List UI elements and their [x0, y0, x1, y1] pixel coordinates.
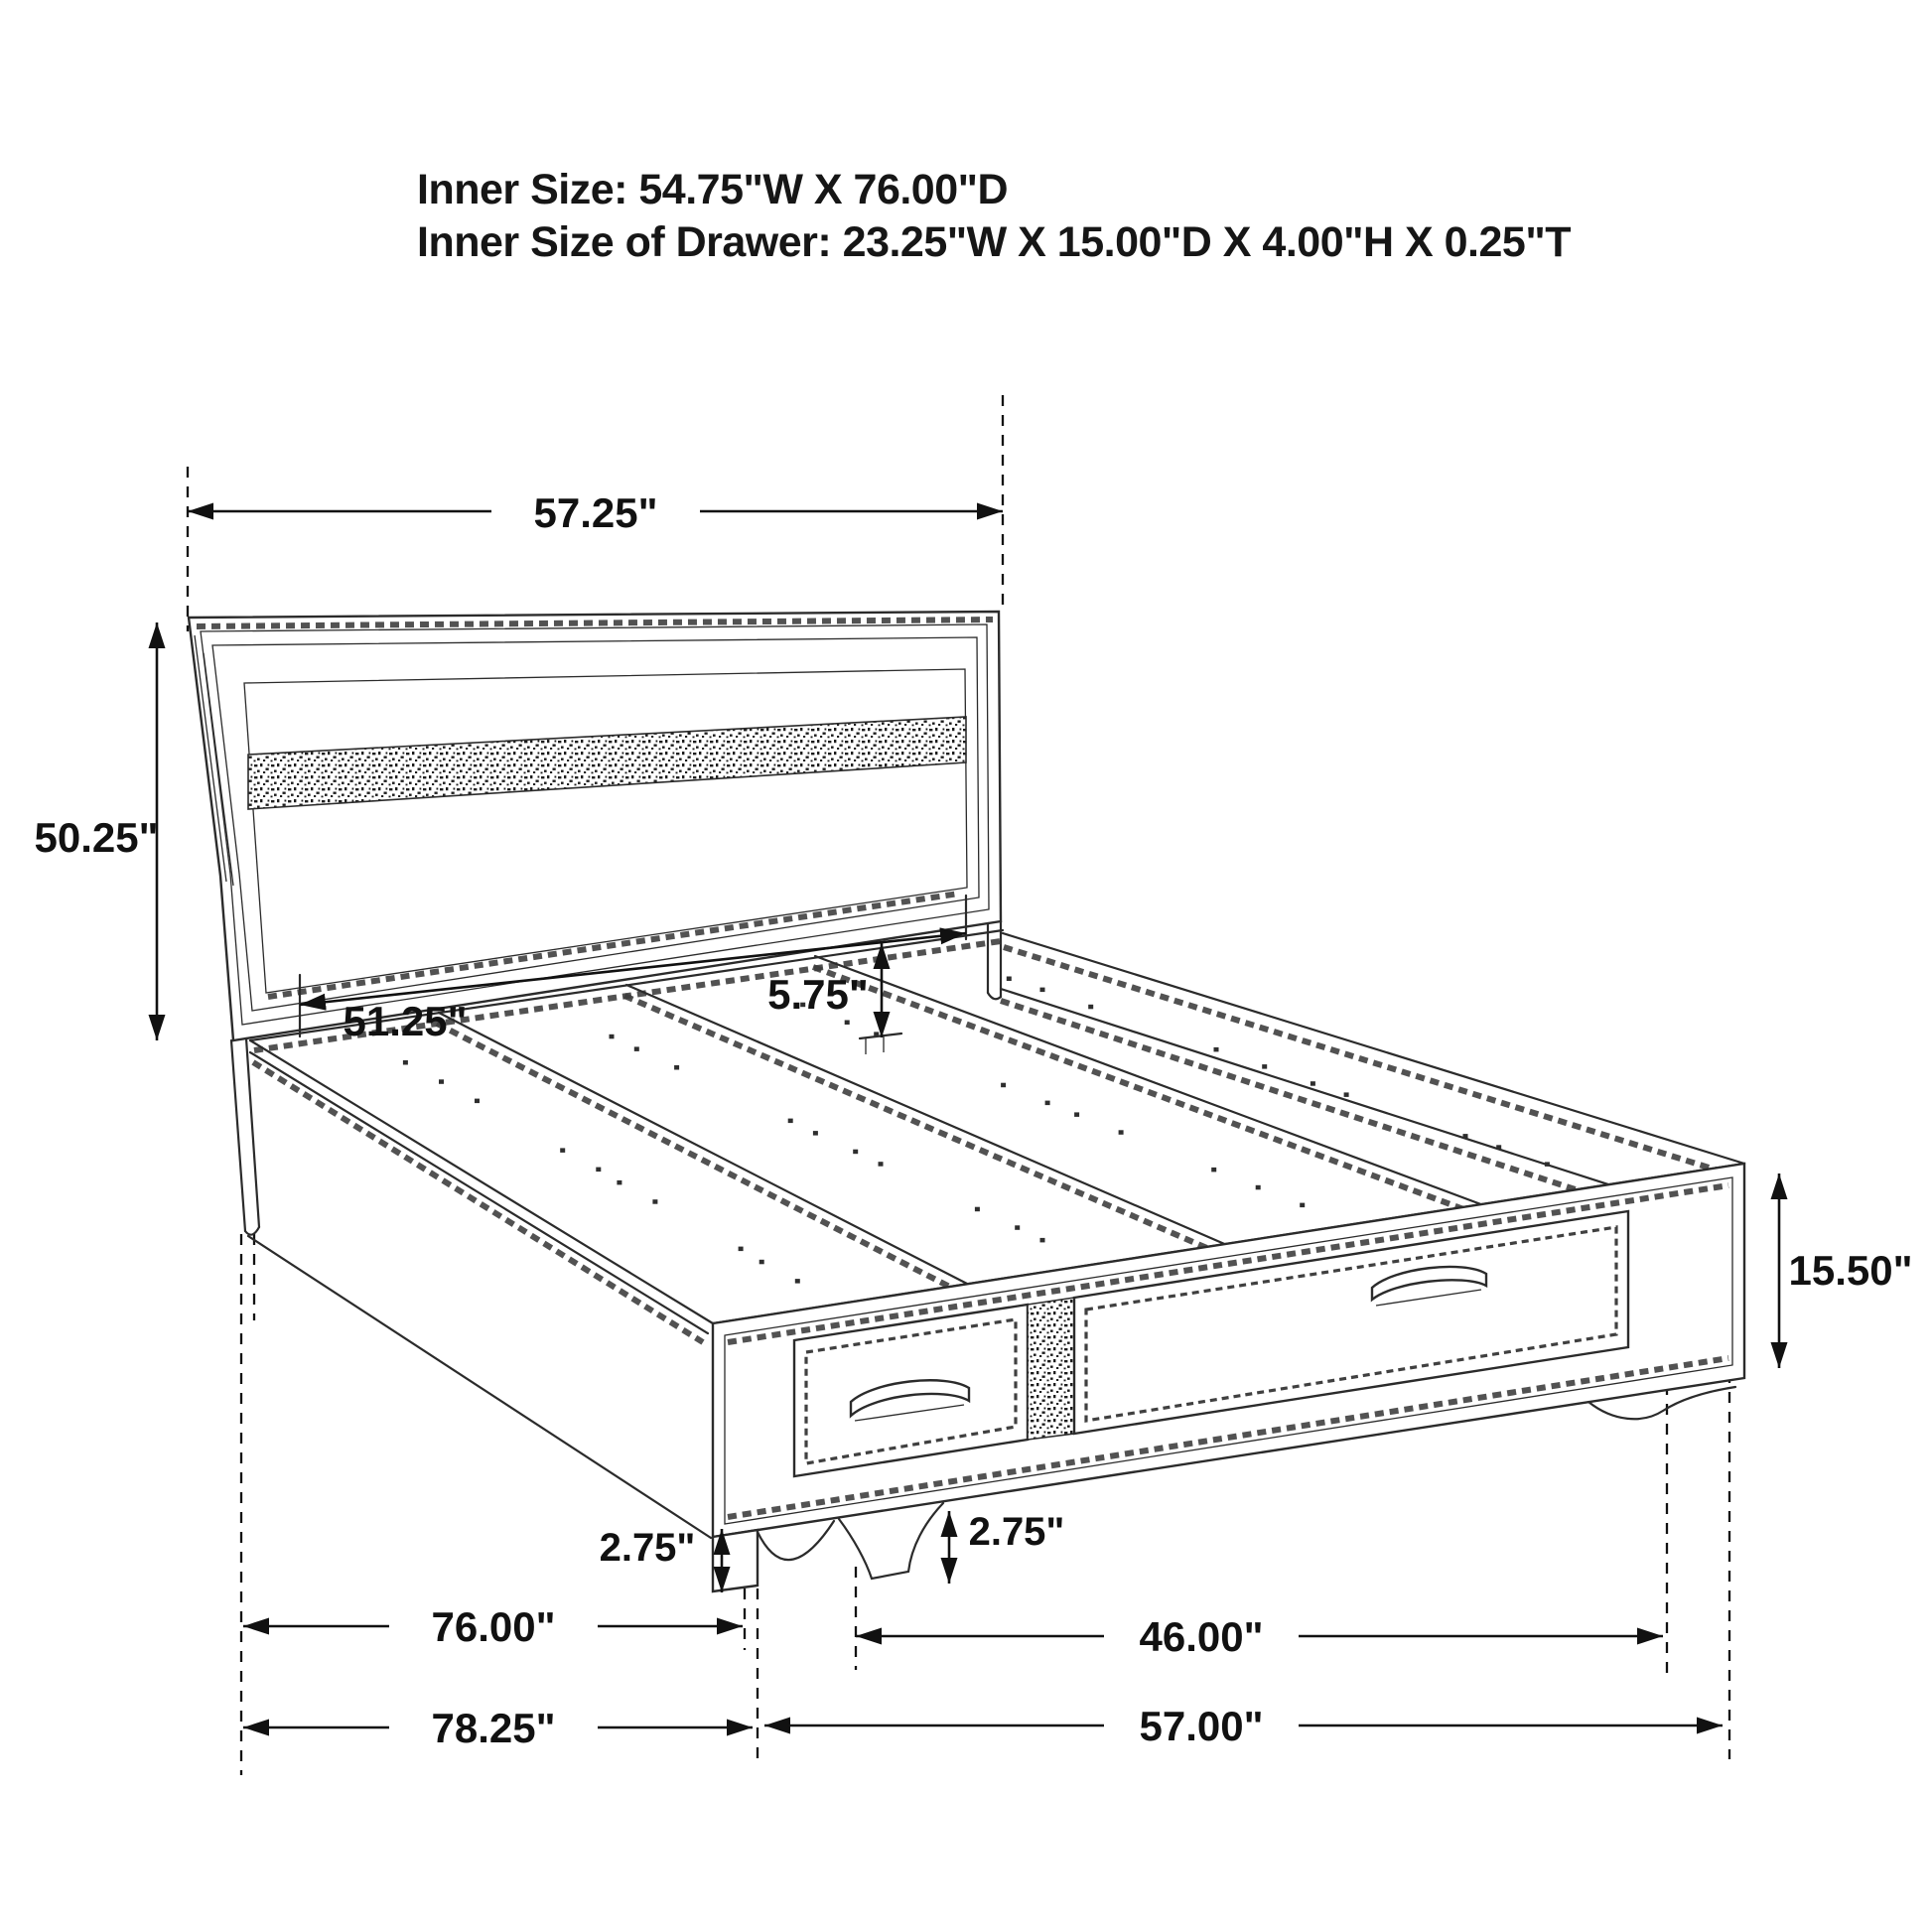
dim-label-headboard-inner-width: 51.25" — [343, 998, 468, 1044]
dim-label-center-foot-height: 2.75" — [968, 1510, 1065, 1554]
dimension-left-leg-height — [600, 1526, 722, 1592]
dim-label-left-leg-height: 2.75" — [599, 1526, 696, 1570]
dimension-inner-length — [243, 1603, 743, 1650]
slat-divider — [439, 1013, 971, 1286]
dim-label-overall-length: 78.25" — [431, 1705, 556, 1751]
dim-label-footboard-height: 15.50" — [1788, 1247, 1913, 1294]
dimension-drawer-section-width — [856, 1613, 1663, 1660]
slat-divider — [626, 985, 1229, 1246]
right-side-rail-top — [1003, 933, 1744, 1164]
headboard — [189, 612, 1001, 1235]
dim-label-footboard-width: 57.00" — [1139, 1703, 1264, 1749]
drawer-inner-size-text: Inner Size of Drawer: 23.25"W X 15.00"D X 4.00"H X 0.25"T — [417, 218, 1571, 266]
headboard-left-leg — [231, 1040, 245, 1231]
inner-size-text: Inner Size: 54.75"W X 76.00"D — [417, 166, 1009, 213]
dim-label-panel-to-deck: 5.75" — [767, 971, 869, 1018]
dimension-overall-length — [243, 1705, 753, 1751]
dim-label-drawer-section-width: 46.00" — [1139, 1613, 1264, 1660]
dim-label-headboard-width: 57.25" — [533, 489, 658, 536]
dimension-footboard-width — [764, 1703, 1723, 1749]
dimension-headboard-height — [34, 622, 158, 1040]
dim-label-inner-length: 76.00" — [431, 1603, 556, 1650]
dimension-center-foot-height — [949, 1510, 1064, 1584]
dimension-footboard-height — [1779, 1173, 1913, 1368]
title-block — [417, 166, 1571, 266]
extension-lines — [188, 395, 1729, 1775]
footboard-left-leg — [713, 1530, 758, 1591]
footboard-sparkle-strip — [1028, 1298, 1074, 1440]
platform-left-edge — [250, 1040, 713, 1323]
dim-label-headboard-height: 50.25" — [34, 814, 159, 861]
left-side-rail-bottom — [248, 1236, 711, 1538]
footboard — [713, 1164, 1744, 1591]
dimension-headboard-width — [188, 489, 1003, 536]
